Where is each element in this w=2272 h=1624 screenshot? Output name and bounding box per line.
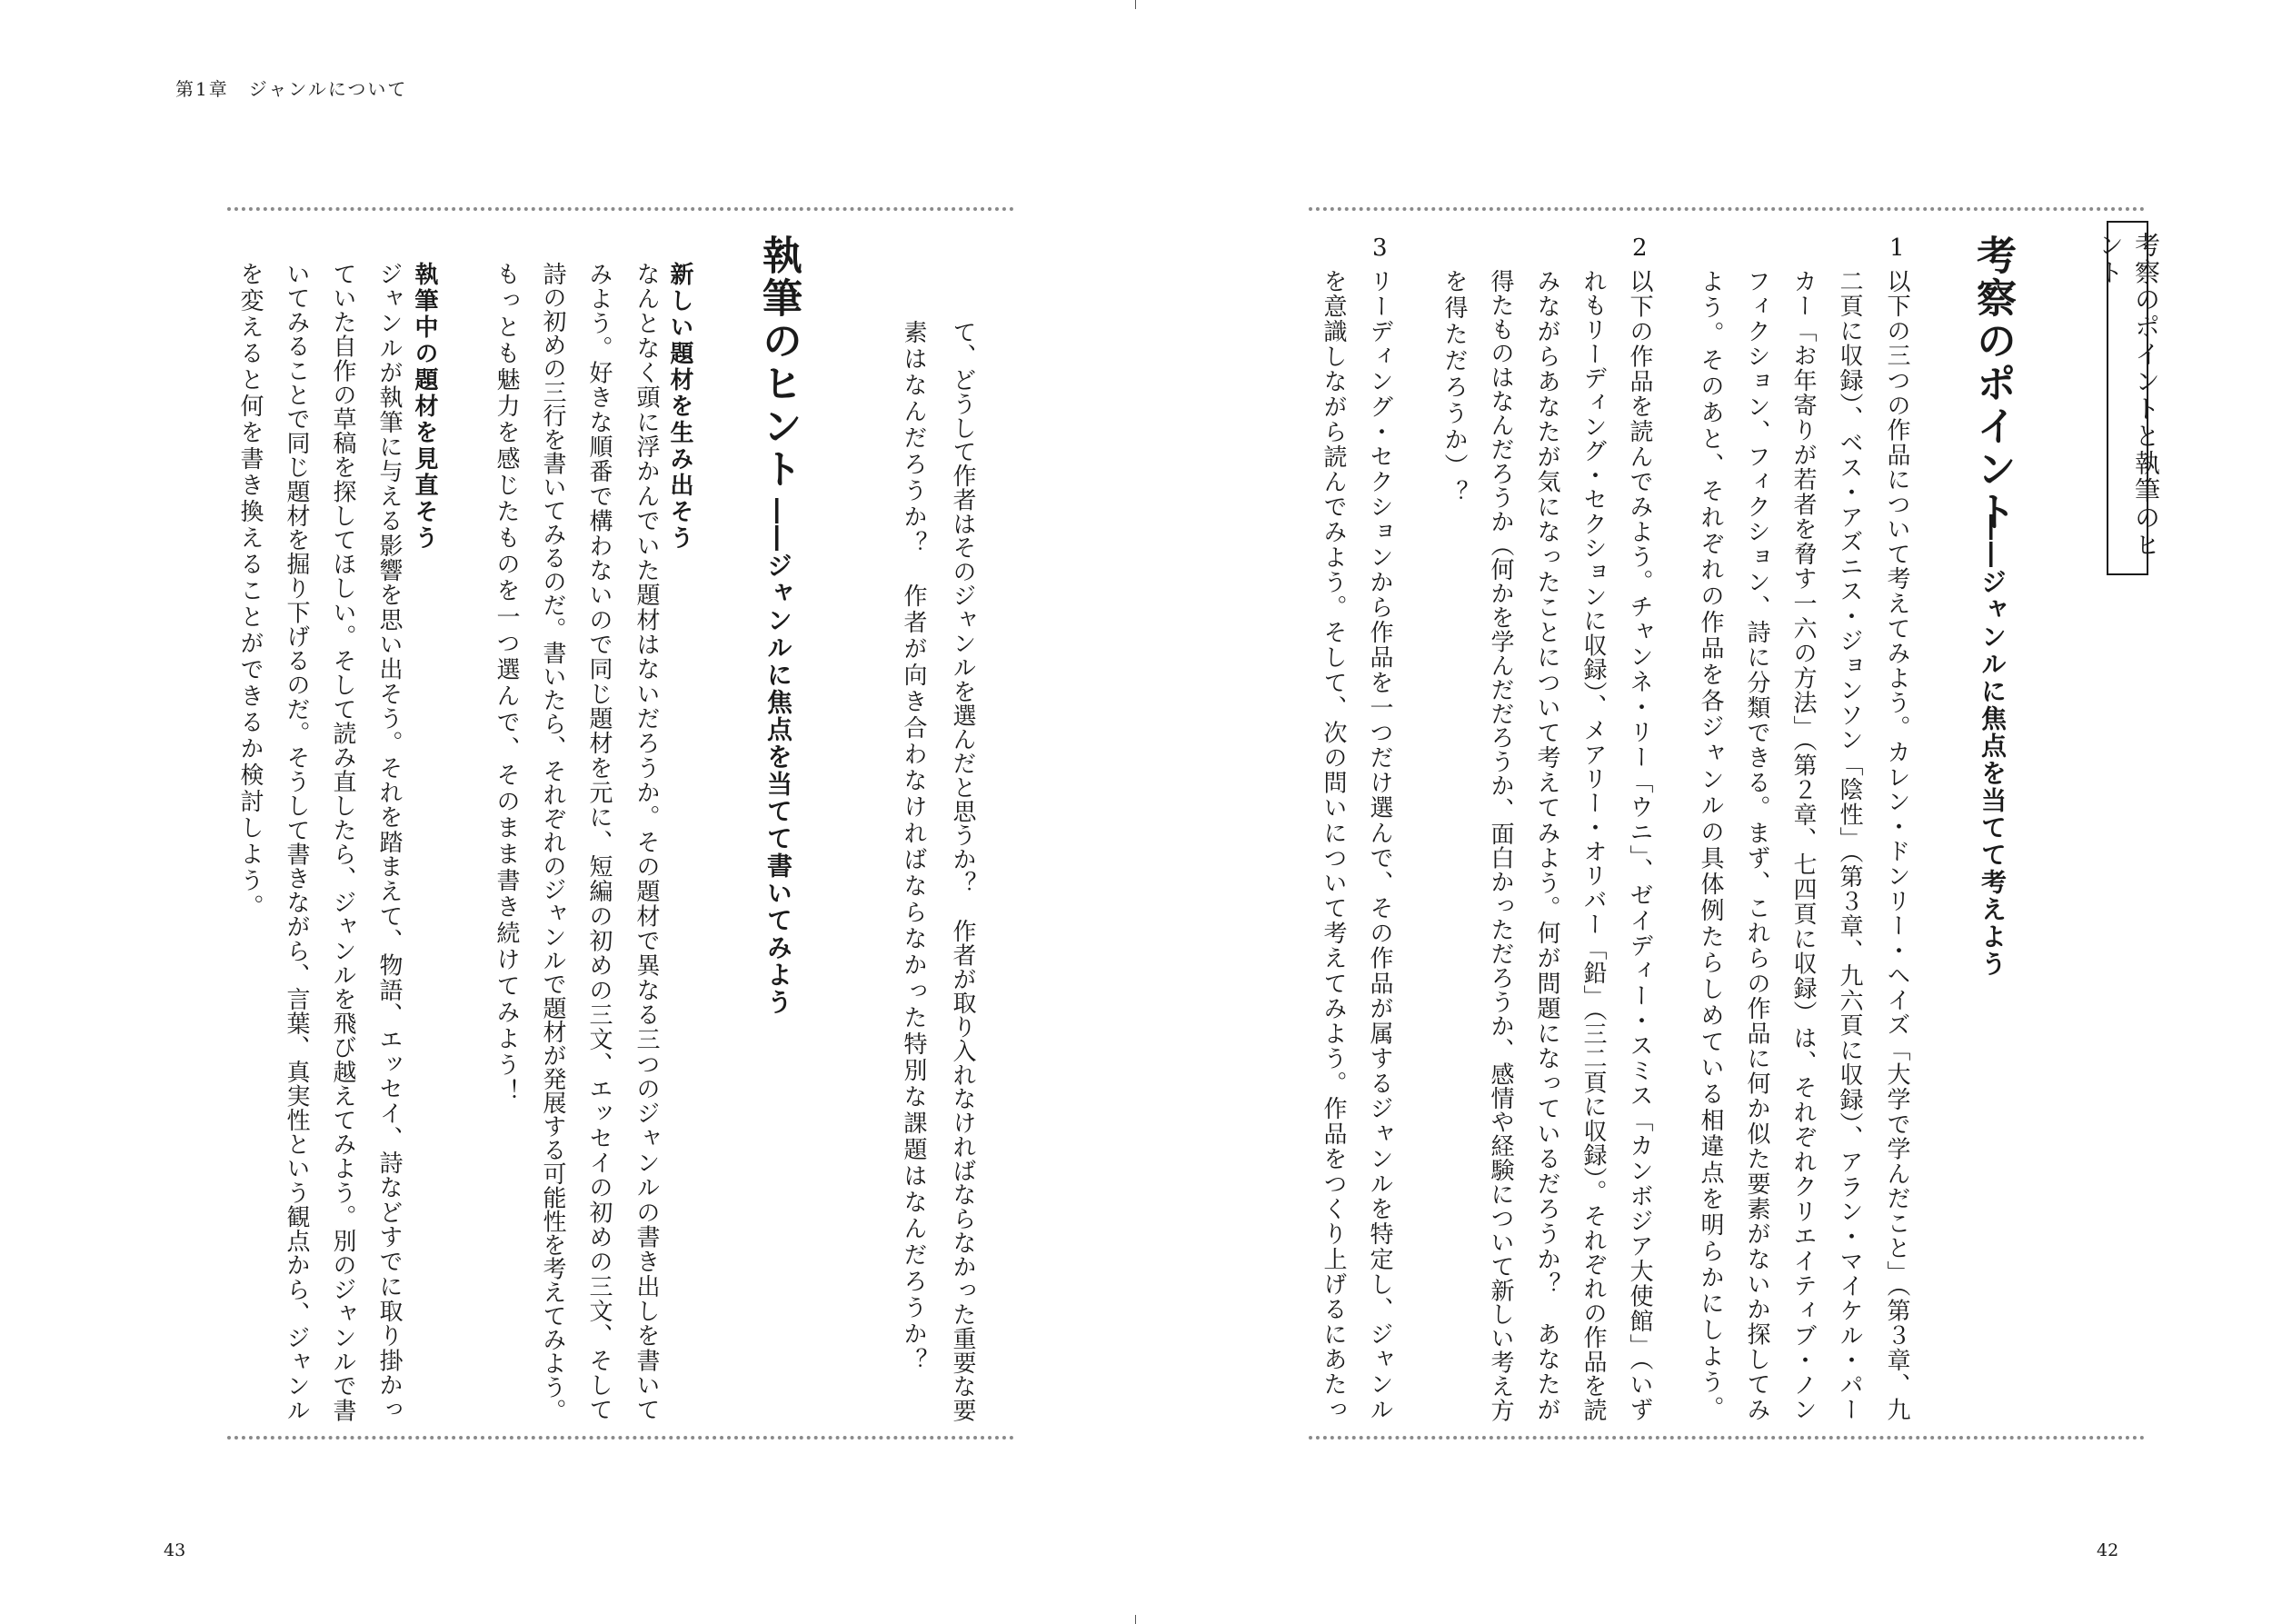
continued-line: て、どうして作者はそのジャンルを選んだと思うか？ 作者が取り入れなければならなかった重要な要 xyxy=(949,320,976,1422)
section-line: ジャンルが執筆に与える影響を思い出そう。それを踏まえて、物語、エッセイ、詩などすでに取り掛かっ xyxy=(375,262,403,1422)
item-line: 得たものはなんだろうか（何かを学んだだろうか、面白かっただろうか、感情や経験について新しい考え方 xyxy=(1487,269,1514,1422)
section-line: ていた自作の草稿を探してほしい。そして読み直したら、ジャンルを飛び越えてみよう。別のジャンルで書 xyxy=(329,262,356,1422)
page-number-right: 42 xyxy=(2097,1540,2119,1560)
continued-line: 素はなんだろうか？ 作者が向き合わなければならなかった特別な課題はなんだろうか？ xyxy=(900,320,927,1374)
item-line: みながらあなたが気になったことについて考えてみよう。何が問題になっているだろうか？ あなたが xyxy=(1533,269,1560,1422)
section-line: を変えると何を書き換えることができるか検討しよう。 xyxy=(236,262,264,921)
section-box-title: 考察のポイントと執筆のヒント xyxy=(2107,221,2148,575)
item-line: を得ただろうか）？ xyxy=(1440,269,1468,506)
writing-hints-heading: 執筆のヒント xyxy=(755,234,802,491)
item-number: 3 xyxy=(1372,234,1388,262)
running-head: 第1章 ジャンルについて xyxy=(175,78,408,100)
section-line: いてみることで同じ題材を掘り下げるのだ。そうして書きながら、言葉、真実性という観点から、ジャンル xyxy=(283,262,310,1422)
bottom-dotted-rule xyxy=(1309,1436,2145,1440)
consideration-points-subheading: ――ジャンルに焦点を当てて考えよう xyxy=(1978,514,2008,978)
item-line: 以下の作品を読んでみよう。チャンネ・リー「ウニ」、ゼイディー・スミス「カンボジア大使館」（いず xyxy=(1626,269,1653,1422)
section-title: 新しい題材を生み出そう xyxy=(666,262,693,552)
section-line: なんとなく頭に浮かんでいた題材はないだろうか。その題材で異なる三つのジャンルの書き出しを書いて xyxy=(633,262,660,1422)
bottom-dotted-rule xyxy=(227,1436,1014,1440)
item-line: カー「お年寄りが若者を脅す一六の方法」（第２章、七四頁に収録）は、それぞれクリエイティブ・ノン xyxy=(1789,269,1817,1422)
item-line: よう。そのあと、それぞれの作品を各ジャンルの具体例たらしめている相違点を明らかにしよう。 xyxy=(1697,269,1724,1422)
item-line: リーディング・セクションから作品を一つだけ選んで、その作品が属するジャンルを特定し、ジャンル xyxy=(1366,269,1393,1422)
section-line: 詩の初めの三行を書いてみるのだ。書いたら、それぞれのジャンルで題材が発展する可能性を考えてみよう。 xyxy=(539,262,566,1422)
consideration-points-heading: 考察のポイント xyxy=(1969,234,2016,533)
top-dotted-rule xyxy=(1309,207,2145,211)
item-line: フィクション、フィクション、詩に分類できる。まず、これらの作品に何か似た要素がないか探してみ xyxy=(1743,269,1770,1422)
page-number-left: 43 xyxy=(164,1540,186,1560)
item-number: 2 xyxy=(1632,234,1648,262)
top-dotted-rule xyxy=(227,207,1014,211)
item-line: れもリーディング・セクションに収録）、メアリー・オリバー「鉛」（三二頁に収録）。それぞれの作品を読 xyxy=(1579,269,1607,1422)
section-line: みよう。好きな順番で構わないので同じ題材を元に、短編の初めの三文、エッセイの初めの三文、そして xyxy=(585,262,613,1423)
item-number: 1 xyxy=(1889,234,1905,262)
right-page xyxy=(1136,0,2272,1624)
item-line: 二頁に収録）、ベス・アズニス・ジョンソン「陰性」（第３章、九六頁に収録）、アラン・マイケル・パー xyxy=(1836,269,1863,1422)
item-line: 以下の三つの作品について考えてみよう。カレン・ドンリー・ヘイズ「大学で学んだこと」（第３章、九 xyxy=(1883,269,1910,1422)
writing-hints-subheading: ――ジャンルに焦点を当てて書いてみよう xyxy=(763,498,793,1016)
section-line: もっとも魅力を感じたものを一つ選んで、そのまま書き続けてみよう！ xyxy=(493,262,520,1105)
item-line: を意識しながら読んでみよう。そして、次の問いについて考えてみよう。作品をつくり上げるにあたっ xyxy=(1320,269,1347,1422)
section-title: 執筆中の題材を見直そう xyxy=(411,262,438,552)
